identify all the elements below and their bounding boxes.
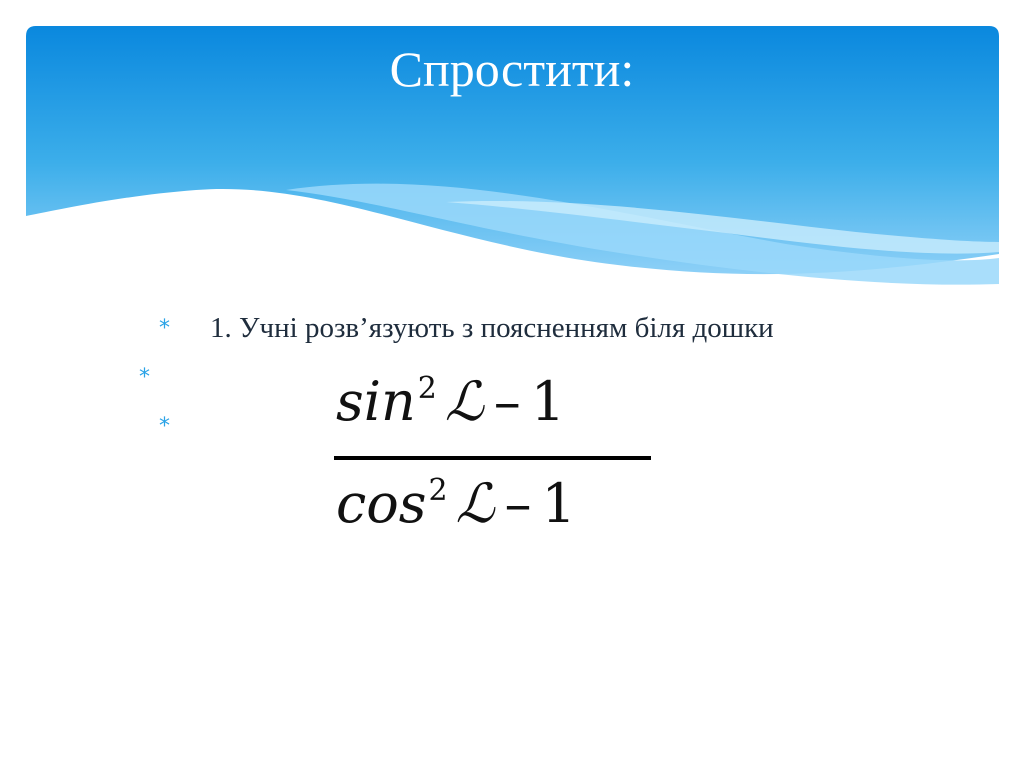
denominator-power: 2: [428, 473, 448, 508]
bullet-marker-2: *: [139, 365, 150, 390]
formula-denominator: [336, 472, 576, 535]
formula-numerator: [336, 370, 566, 433]
denominator-variable: ℒ: [455, 472, 495, 535]
denominator-operator: –: [504, 472, 532, 535]
numerator-operator: –: [493, 370, 521, 433]
denominator-function: cos: [336, 472, 427, 535]
denominator-constant: 1: [541, 472, 576, 535]
fraction-formula: [330, 372, 655, 542]
numerator-constant: 1: [530, 370, 566, 433]
numerator-function: sin: [336, 370, 416, 433]
numerator-variable: ℒ: [444, 370, 484, 433]
fraction-bar: [334, 456, 651, 460]
bullet-marker-3: *: [159, 414, 170, 439]
bullet-marker-1: *: [159, 316, 170, 341]
numerator-power: 2: [417, 371, 437, 406]
bullet-text-1: 1. Учні розв’язують з поясненням біля дошки: [210, 312, 774, 344]
slide-title: Спростити:: [389, 41, 635, 97]
